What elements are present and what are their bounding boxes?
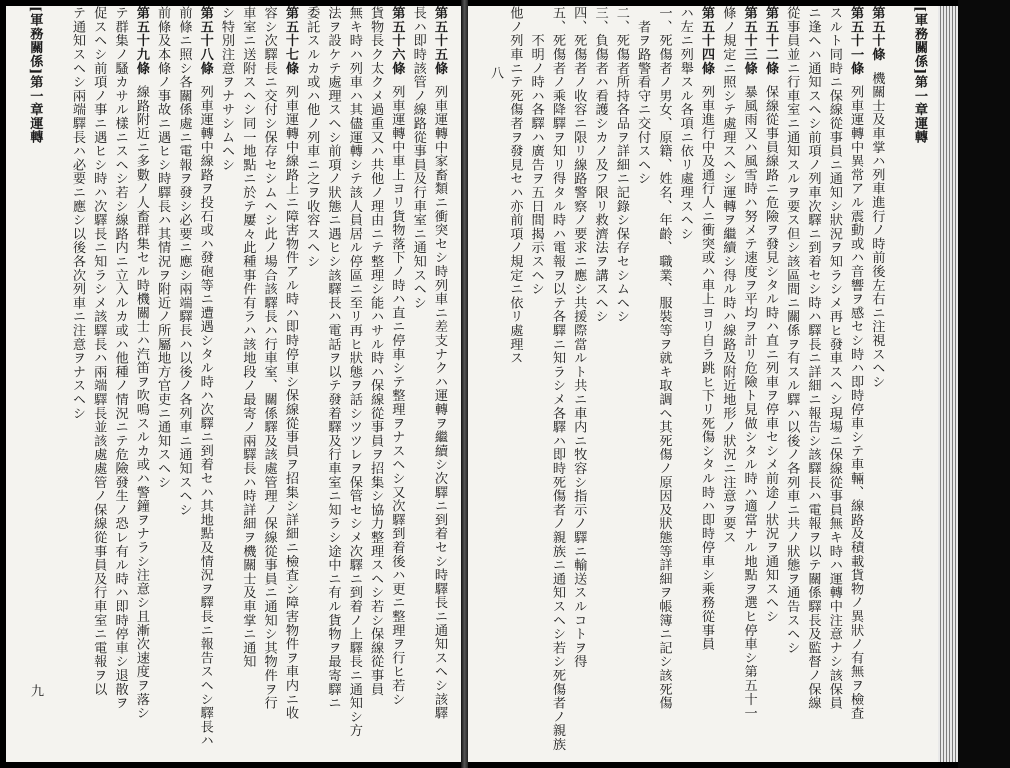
column-text: 不明ノ時ハ各驛ハ廣告ヲ五日間揭示スヘシ xyxy=(528,33,544,296)
column-text: 機關士及車掌ハ列車進行ノ時前後左右ニ注視スヘシ xyxy=(869,71,885,389)
column-text: 線路附近ニ多數ノ人畜群集セル時機關士ハ汽笛ヲ吹鳴スルカ或ハ警鐘ヲナラシ注意シ且漸次速度ヲ落シ xyxy=(133,85,149,720)
text-column xyxy=(824,6,845,762)
column-text: 容シ次驛長ニ交付シ保存セシムヘシ此ノ場合該驛長ハ行車室、關係驛及該處管理ノ保線從事員ニ通知シ其物件ヲ行 xyxy=(261,6,277,710)
column-text: 列車運轉中線路ヲ投石或ハ發砲等ニ遭遇シタル時ハ次驛ニ到着セハ其地點及情況ヲ驛長ニ報告スヘシ驛長ハ xyxy=(197,85,213,748)
column-text: 者ヲ路警看守ニ交付スヘシ xyxy=(635,19,651,186)
column-text: テ群集ノ騷カサル樣ニスヘシ若シ線路内ニ立入ルカ或ハ他種ノ情況ニテ危險發生ノ恐レ有ル時ハ即時停車シ退散ヲ xyxy=(112,6,128,710)
article-number: 第五十條 xyxy=(869,6,885,62)
column-text: 列車運轉中異常アル震動或ハ音響ヲ感セシ時ハ即時停車シテ車輛、線路及積載貨物ノ異狀ノ有無ヲ檢査 xyxy=(848,85,864,720)
running-header xyxy=(909,6,930,762)
book-gutter xyxy=(461,0,468,768)
header-label: [軍務關係] xyxy=(27,6,43,75)
article-number: 第五十四條 xyxy=(699,6,715,75)
text-column xyxy=(760,6,781,762)
header-label: [軍務關係] xyxy=(912,6,927,75)
text-column xyxy=(547,6,568,762)
column-text: 他ノ列車ニテ死傷者ヲ發見セハ亦前項ノ規定ニ依リ處理ス xyxy=(507,6,523,365)
column-text: 從事員並ニ行車室ニ通知スルヲ要ス但シ該區間ニ關係ヲ有スル驛ハ以後ノ各列車ニ共ノ狀態ヲ通告スヘシ xyxy=(784,6,800,655)
article-number: 第五十八條 xyxy=(197,6,213,75)
column-text: 法ヲ設ケテ處理スヘシ前項ノ狀態ニ遇ヒシ該驛長ハ電話ヲ以テ發着驛及行車室ニ知ラシ途中ニ有ル貨物ヲ最寄驛ニ xyxy=(325,6,341,710)
column-text: 列車進行中及通行人ニ衝突或ハ車上ヨリ自ラ跳ヒ下リ死傷シタル時ハ即時停車シ乘務從事員 xyxy=(699,85,715,651)
text-column xyxy=(632,6,653,762)
text-column xyxy=(407,6,428,762)
column-text: 車室ニ送附スヘシ同一地點ニ於テ屢々此種事件有ラハ該地段ノ最寄ノ兩驛長ハ時詳細ヲ機關士及車掌ニ通知 xyxy=(240,6,256,669)
column-text: 貨物長ク太クメ過重又ハ共他ノ理由ニテ整理シ能ハサル時ハ保線從事員ヲ招集シ協力整理スヘシ若シ保線從事員 xyxy=(368,6,384,696)
column-text: スルト同時ニ保線從事員ニ通知シ狀況ヲ知ラシメ再ヒ發車スヘシ現場ニ保線從事員無キ時ハ運轉中注意ナシ該保員 xyxy=(826,6,842,710)
column-text: ハ左ニ列舉スル各項ニ依リ處理スヘシ xyxy=(677,6,693,241)
text-column xyxy=(386,6,407,762)
column-text: 列車運轉中家畜類ニ衝突セシ時列車ニ差支ナクハ運轉ヲ繼續シ次驛ニ到着セシ時驛長ニ通知スヘシ該驛 xyxy=(432,85,447,720)
text-column xyxy=(237,6,258,762)
text-column xyxy=(781,6,802,762)
text-column xyxy=(866,6,887,762)
text-column xyxy=(344,6,365,762)
article-number: 第五十三條 xyxy=(741,6,757,75)
article-number: 第五十七條 xyxy=(282,6,298,75)
text-column xyxy=(717,6,738,762)
text-column xyxy=(365,6,386,762)
text-column xyxy=(696,6,717,762)
scan-border xyxy=(958,0,1010,768)
text-column xyxy=(429,6,450,762)
text-column xyxy=(88,6,109,762)
article-number: 第五十九條 xyxy=(133,6,149,75)
text-column xyxy=(802,6,823,762)
column-text: 一、死傷者ノ男女、原籍、姓名、年齡、職業、服裝等ヲ就キ取調ヘ其死傷ノ原因及狀態等詳細ヲ帳簿ニ記シ該死傷 xyxy=(656,6,672,710)
column-text: テ通知スヘシ兩端驛長ハ必要ニ應シ以後各次列車ニ注意ヲナスヘシ xyxy=(69,6,85,420)
text-column xyxy=(258,6,279,762)
column-text: 長ハ即時該管ノ線路從事員及行車室ニ通知スヘシ xyxy=(410,6,426,310)
text-column xyxy=(216,6,237,762)
text-column xyxy=(194,6,215,762)
header-chapter: 第一章 xyxy=(912,74,927,117)
article-number: 第五十五條 xyxy=(432,6,447,75)
text-column xyxy=(845,6,866,762)
text-column xyxy=(738,6,759,762)
column-text: 三、負傷者ハ看護シカノ及フ限リ救濟法ヲ講スヘシ xyxy=(592,6,608,324)
column-text: ニ逢ヘハ通知スヘシ前項ノ列車次驛ニ到着セシ時ハ驛長ニ詳細ニ報告シ該驛長ハ電報ヲ以テ關係驛長及監督ノ保線 xyxy=(805,6,821,710)
right-page-text xyxy=(504,6,930,762)
text-column xyxy=(611,6,632,762)
page-edges xyxy=(938,6,958,762)
article-number: 第五十二條 xyxy=(762,6,778,75)
running-header xyxy=(24,6,45,762)
text-column xyxy=(525,6,546,762)
article-number: 第五十六條 xyxy=(389,6,405,75)
text-column xyxy=(322,6,343,762)
text-column xyxy=(568,6,589,762)
text-column xyxy=(67,6,88,762)
column-text: 列車運轉中線路上ニ障害物件アル時ハ即時停車シ保線從事員ヲ招集シ詳細ニ檢査シ障害物件ヲ車内ニ收 xyxy=(282,85,298,720)
column-text: 前條ニ照シ各關係處ニ電報ヲ發シ必要ニ應シ兩端驛長ハ以後ノ各列車ニ通知スヘシ xyxy=(176,6,192,517)
text-column xyxy=(653,6,674,762)
text-column xyxy=(280,6,301,762)
text-column xyxy=(504,6,525,762)
text-column xyxy=(173,6,194,762)
left-page-text xyxy=(24,6,450,762)
column-text: 四、死傷者ノ收容ニ限リ線路警察ノ要求ニ應シ共援際當ルト共ニ車内ニ牧容シ指示ノ驛ニ輸送スルコトヲ得 xyxy=(571,6,587,669)
page-number: 八 xyxy=(488,66,503,79)
column-text: 委託スルカ或ハ他ノ列車ニ之ヲ收容スヘシ xyxy=(304,6,320,269)
column-text: 暴風雨又ハ風雪時ハ努メテ速度ヲ平均ヲ計リ危險ト見做シタル時ハ適當ナル地點ヲ選ヒ停車シ第五十一 xyxy=(741,85,757,720)
text-column xyxy=(674,6,695,762)
column-text: 前條及本條ノ事故ニ遇ヒシ時驛長ハ其情況ヲ附近ノ所屬地方官吏ニ通知スヘシ xyxy=(155,6,171,489)
column-text: 保線從事員線路ニ危險ヲ發見シタル時ハ直ニ列車ヲ停車セシメ前途ノ狀況ヲ通知スヘシ xyxy=(762,85,778,624)
header-section: 運轉 xyxy=(912,116,927,144)
right-page xyxy=(468,6,938,762)
column-text: 列車運轉中車上ヨリ貨物落下ノ時ハ直ニ停車シテ整理ヲナスヘシ又次驛到着後ハ更ニ整理ヲ行ヒ若シ xyxy=(389,85,405,706)
column-text: 二、死傷者所持各品ヲ詳細ニ記錄シ保存セシムヘシ xyxy=(613,6,629,324)
column-text: シ特別注意ヲナサシムヘシ xyxy=(219,6,235,172)
text-column xyxy=(131,6,152,762)
column-text: 無キ時ハ列車ハ其儘運轉シテ該人員居ル停區ニ至リ再ヒ狀態ヲ話シツツレヲ保管セシメ次驛ニ到着ノ上驛長ニ通知シ方 xyxy=(346,6,362,738)
article-number: 第五十一條 xyxy=(848,6,864,75)
column-text: 五、死傷者ノ乘降驛ヲ知リ得タル時ハ電報ヲ以テ各驛ニ知ラシメ各驛ハ即時死傷者ノ親族ニ通知スヘシ若シ死傷者ノ親族 xyxy=(549,6,565,752)
text-column xyxy=(301,6,322,762)
page-number: 九 xyxy=(28,684,43,697)
header-section: 運轉 xyxy=(27,116,43,144)
column-text: 條ノ規定ニ照シテ處理スヘシ運轉ヲ繼續シ得ル時ハ線路及附近地形ノ狀況ニ注意ヲ要ス xyxy=(720,6,736,545)
text-column xyxy=(109,6,130,762)
text-column xyxy=(589,6,610,762)
text-column xyxy=(152,6,173,762)
header-chapter: 第一章 xyxy=(27,74,43,117)
left-page xyxy=(6,6,461,762)
column-text: 促スヘシ前項ノ事ニ遇ヒシ時ハ次驛長ニ知ラシメ該驛長ハ兩端驛長並該處處管ノ保線從事員及行車室ニ電報ヲ以 xyxy=(91,6,107,696)
